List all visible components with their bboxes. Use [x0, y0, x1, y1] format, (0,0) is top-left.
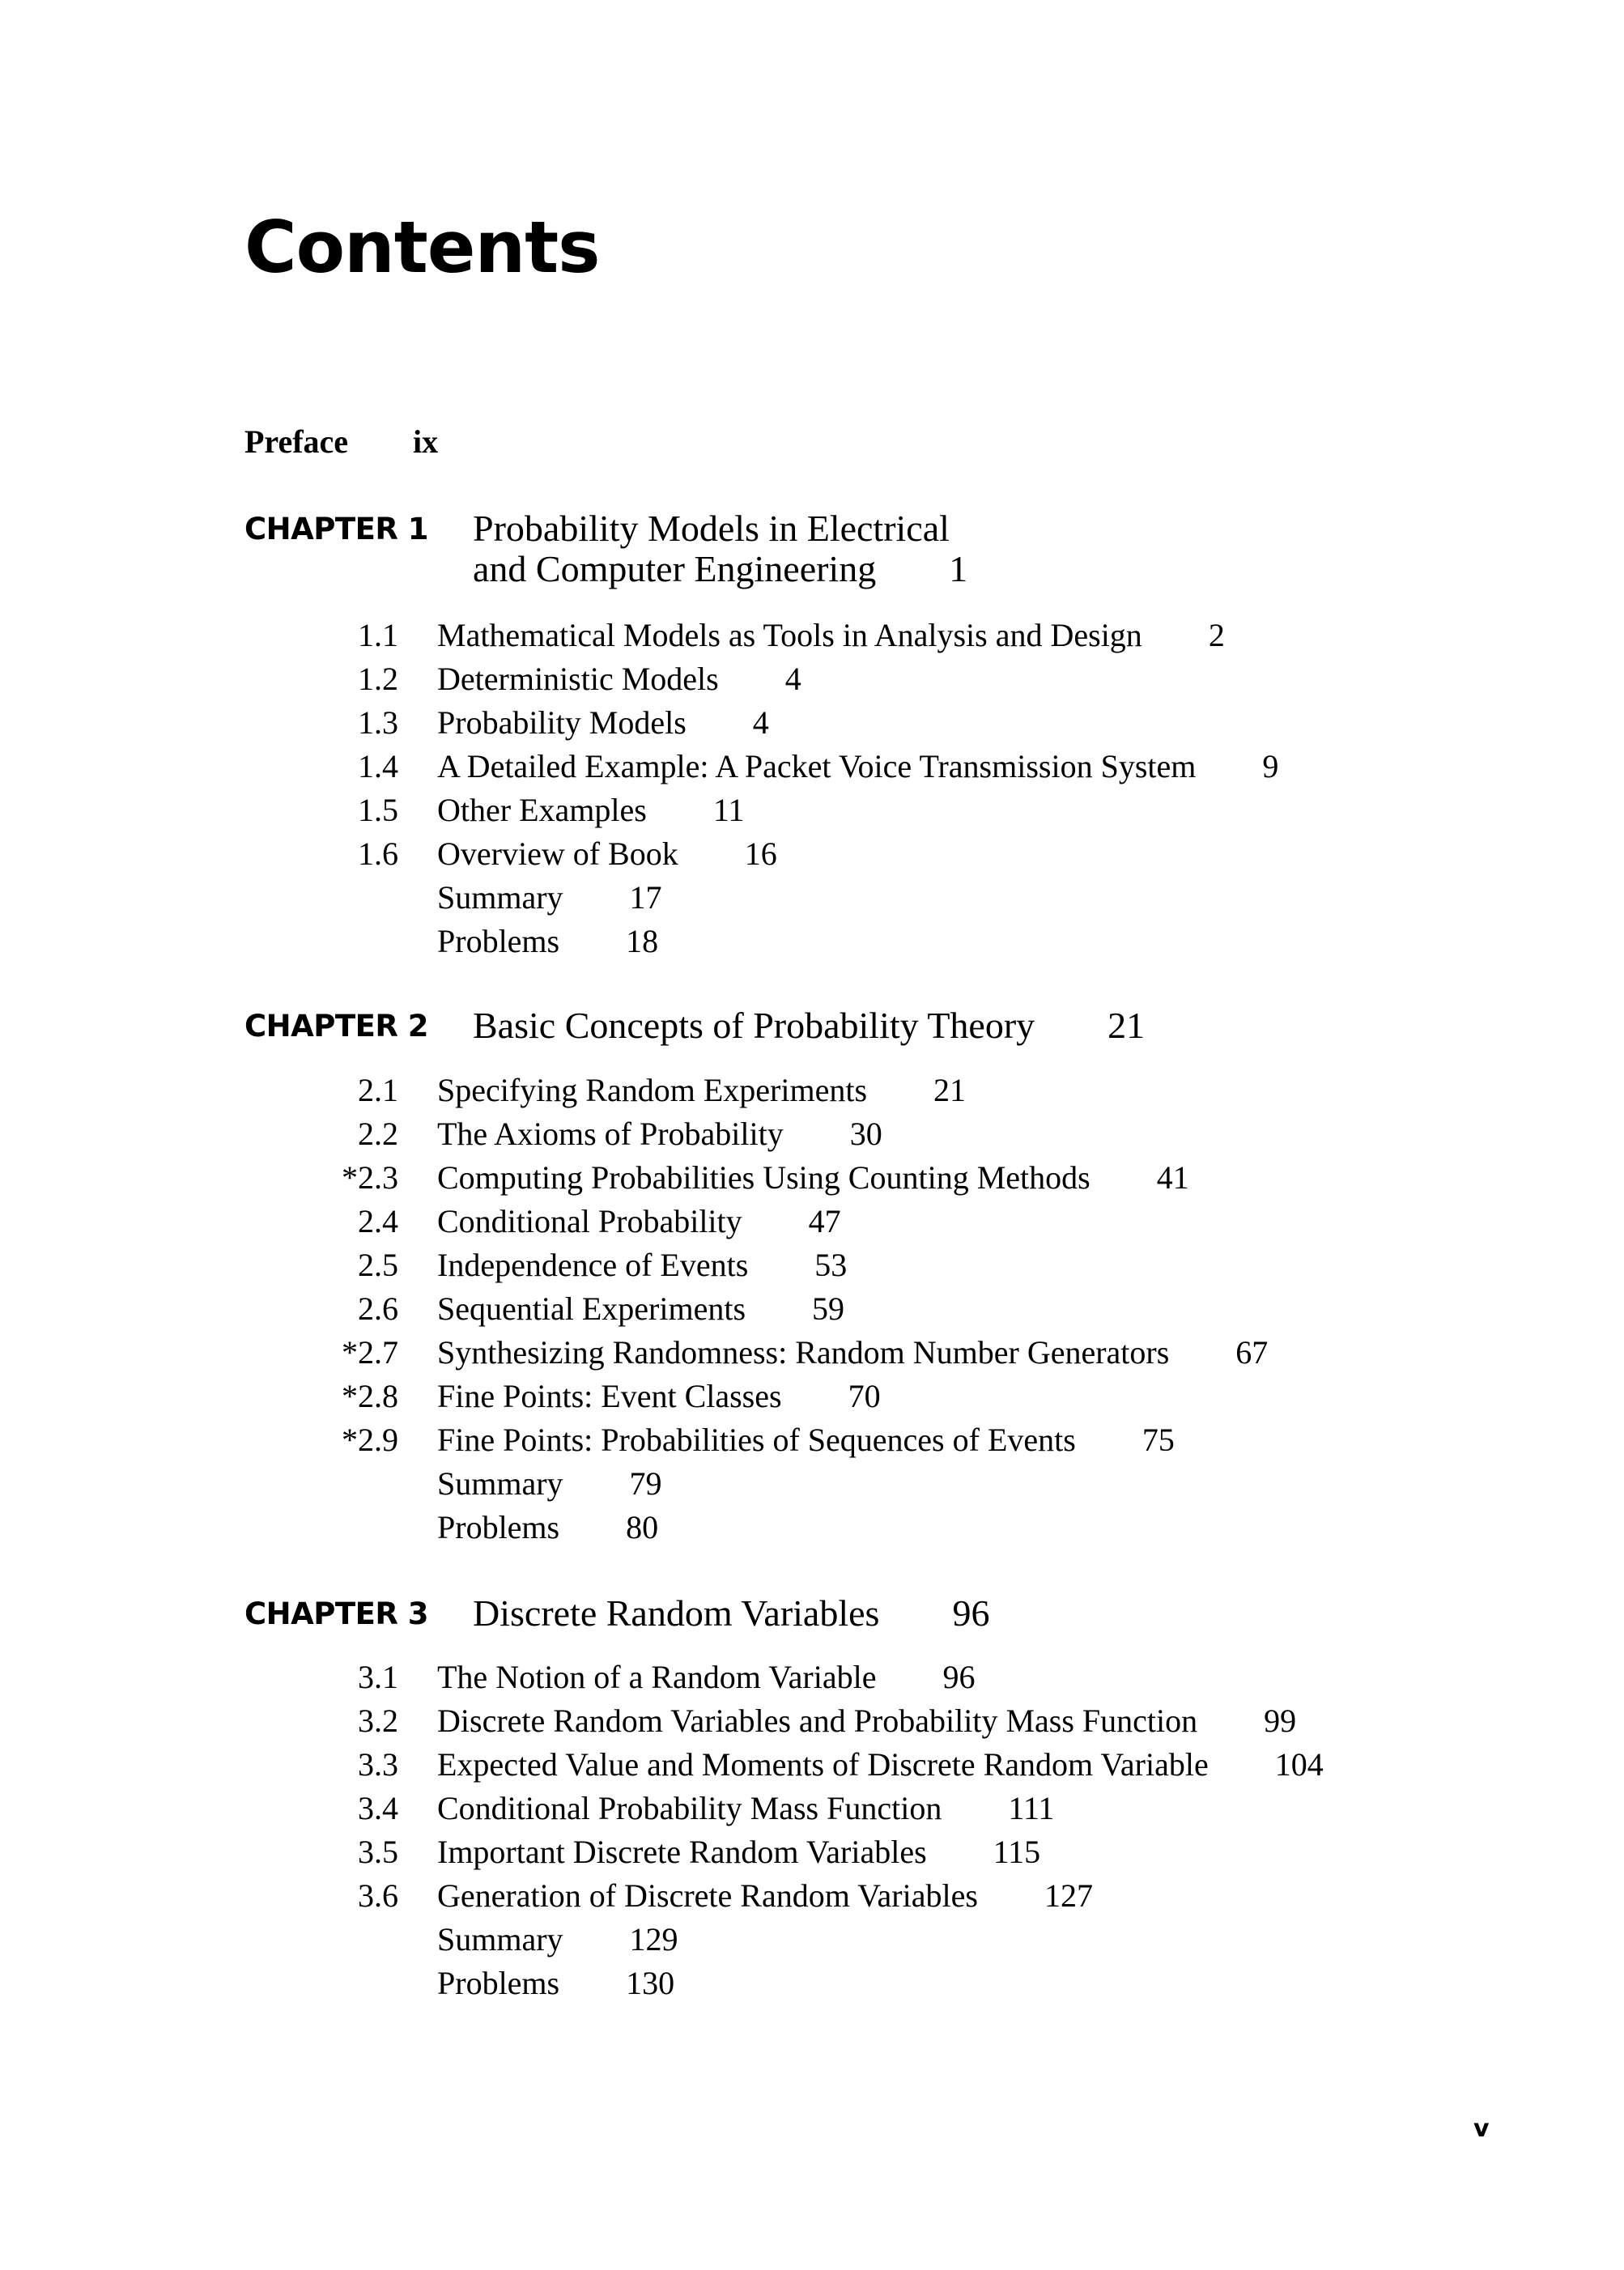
toc-section-entry[interactable]: [244, 614, 1278, 657]
section-title: Discrete Random Variables and Probability Mass Function: [437, 1702, 1198, 1739]
section-page: 30: [849, 1116, 882, 1152]
section-title: A Detailed Example: A Packet Voice Transmission System: [437, 748, 1197, 784]
section-number: 2.5: [358, 1247, 398, 1283]
section-title: Computing Probabilities Using Counting Methods: [437, 1159, 1090, 1196]
chapter-label: CHAPTER 2: [244, 1009, 429, 1044]
toc-section-entry[interactable]: [244, 1156, 1268, 1200]
section-title: Conditional Probability: [437, 1203, 742, 1239]
chapter-page: 21: [1107, 1005, 1146, 1046]
section-title: Sequential Experiments: [437, 1290, 746, 1327]
toc-section-entry[interactable]: [244, 1874, 1324, 1918]
section-title: Other Examples: [437, 792, 647, 828]
section-page: 59: [812, 1290, 845, 1327]
section-number: 3.5: [358, 1834, 398, 1870]
toc-section-entry[interactable]: [244, 1830, 1324, 1874]
section-page: 21: [933, 1072, 967, 1108]
toc-section-entry[interactable]: [244, 1699, 1324, 1743]
section-number: *2.8: [342, 1378, 398, 1414]
chapter-title-line1: Basic Concepts of Probability Theory 21: [473, 1005, 1146, 1046]
section-title: Overview of Book: [437, 835, 678, 872]
section-title: Problems: [437, 1965, 560, 2001]
section-number: 3.3: [358, 1746, 398, 1783]
section-title: Summary: [437, 879, 563, 916]
toc-section-entry[interactable]: [244, 1787, 1324, 1830]
section-page: 67: [1235, 1334, 1269, 1371]
chapter-1-heading[interactable]: [244, 508, 967, 589]
chapter-title-line2: and Computer Engineering 1: [473, 548, 968, 589]
section-number: 1.5: [358, 792, 398, 828]
section-page: 70: [848, 1378, 881, 1414]
section-number: *2.3: [342, 1159, 398, 1196]
section-title: The Axioms of Probability: [437, 1116, 784, 1152]
toc-problems-entry[interactable]: [244, 920, 1278, 963]
section-page: 80: [626, 1509, 659, 1545]
section-page: 111: [1008, 1790, 1055, 1826]
section-page: 53: [814, 1247, 848, 1283]
toc-section-entry[interactable]: [244, 1375, 1268, 1418]
section-title: Fine Points: Probabilities of Sequences of Events: [437, 1422, 1076, 1458]
chapter-2-heading[interactable]: [244, 1005, 1145, 1046]
section-number: *2.7: [342, 1334, 398, 1371]
section-page: 9: [1262, 748, 1279, 784]
toc-section-entry[interactable]: [244, 745, 1278, 789]
section-number: 2.4: [358, 1203, 398, 1239]
toc-section-entry[interactable]: [244, 1069, 1268, 1112]
section-number: 2.2: [358, 1116, 398, 1152]
section-page: 47: [808, 1203, 841, 1239]
toc-section-entry[interactable]: [244, 1418, 1268, 1462]
toc-summary-entry[interactable]: [244, 876, 1278, 920]
section-page: 75: [1141, 1422, 1175, 1458]
toc-section-entry[interactable]: [244, 1287, 1268, 1331]
chapter-1-sections: [244, 614, 1278, 963]
page-folio: v: [1473, 2115, 1490, 2143]
chapter-title-line1: Discrete Random Variables 96: [473, 1592, 990, 1634]
section-number: 1.6: [358, 835, 398, 872]
section-page: 127: [1044, 1877, 1093, 1914]
section-number: 3.6: [358, 1877, 398, 1914]
section-page: 4: [784, 661, 801, 697]
toc-problems-entry[interactable]: [244, 1506, 1268, 1549]
section-number: 1.3: [358, 704, 398, 741]
section-title: Specifying Random Experiments: [437, 1072, 868, 1108]
section-page: 2: [1208, 617, 1225, 653]
section-page: 129: [629, 1921, 678, 1958]
section-title: Mathematical Models as Tools in Analysis and Design: [437, 617, 1142, 653]
section-title: Synthesizing Randomness: Random Number Generators: [437, 1334, 1170, 1371]
section-page: 104: [1274, 1746, 1324, 1783]
chapter-3-sections: [244, 1656, 1324, 2005]
section-title: Fine Points: Event Classes: [437, 1378, 782, 1414]
toc-problems-entry[interactable]: [244, 1962, 1324, 2005]
section-page: 115: [993, 1834, 1041, 1870]
toc-section-entry[interactable]: [244, 1656, 1324, 1699]
section-page: 17: [629, 879, 662, 916]
page-title: Contents: [244, 206, 600, 289]
toc-section-entry[interactable]: [244, 1331, 1268, 1375]
toc-section-entry[interactable]: [244, 701, 1278, 745]
section-title: Summary: [437, 1465, 563, 1502]
chapter-label: CHAPTER 3: [244, 1596, 429, 1631]
section-title: Problems: [437, 1509, 560, 1545]
chapter-title-line1: Probability Models in Electrical: [473, 508, 950, 549]
section-title: Expected Value and Moments of Discrete Random Variable: [437, 1746, 1209, 1783]
section-page: 96: [942, 1659, 976, 1695]
section-title: The Notion of a Random Variable: [437, 1659, 877, 1695]
chapter-3-heading[interactable]: [244, 1593, 989, 1634]
toc-summary-entry[interactable]: [244, 1918, 1324, 1962]
section-number: 3.4: [358, 1790, 398, 1826]
section-number: 1.4: [358, 748, 398, 784]
section-number: 2.1: [358, 1072, 398, 1108]
toc-section-entry[interactable]: [244, 657, 1278, 701]
chapter-page: 1: [949, 548, 968, 589]
section-page: 41: [1156, 1159, 1189, 1196]
section-title: Important Discrete Random Variables: [437, 1834, 927, 1870]
section-page: 11: [712, 792, 745, 828]
section-number: *2.9: [342, 1422, 398, 1458]
section-number: 3.1: [358, 1659, 398, 1695]
toc-summary-entry[interactable]: [244, 1462, 1268, 1506]
toc-section-entry[interactable]: [244, 1243, 1268, 1287]
toc-section-entry[interactable]: [244, 1743, 1324, 1787]
chapter-page: 96: [952, 1592, 990, 1634]
section-page: 18: [626, 923, 659, 959]
section-page: 4: [752, 704, 769, 741]
section-title: Independence of Events: [437, 1247, 749, 1283]
section-page: 130: [626, 1965, 675, 2001]
toc-preface-entry[interactable]: [244, 423, 438, 461]
section-title: Probability Models: [437, 704, 687, 741]
section-title: Conditional Probability Mass Function: [437, 1790, 942, 1826]
section-title: Summary: [437, 1921, 563, 1958]
section-page: 79: [629, 1465, 662, 1502]
toc-section-entry[interactable]: [244, 1112, 1268, 1156]
section-page: 99: [1264, 1702, 1297, 1739]
toc-section-entry[interactable]: [244, 1200, 1268, 1243]
toc-section-entry[interactable]: [244, 832, 1278, 876]
section-number: 1.1: [358, 617, 398, 653]
section-number: 2.6: [358, 1290, 398, 1327]
section-number: 3.2: [358, 1702, 398, 1739]
section-title: Generation of Discrete Random Variables: [437, 1877, 978, 1914]
chapter-label: CHAPTER 1: [244, 512, 429, 546]
chapter-2-sections: [244, 1069, 1268, 1549]
section-number: 1.2: [358, 661, 398, 697]
section-title: Problems: [437, 923, 560, 959]
section-page: 16: [744, 835, 777, 872]
preface-page: ix: [413, 423, 439, 460]
section-title: Deterministic Models: [437, 661, 719, 697]
toc-section-entry[interactable]: [244, 789, 1278, 832]
preface-label: Preface: [244, 423, 349, 460]
